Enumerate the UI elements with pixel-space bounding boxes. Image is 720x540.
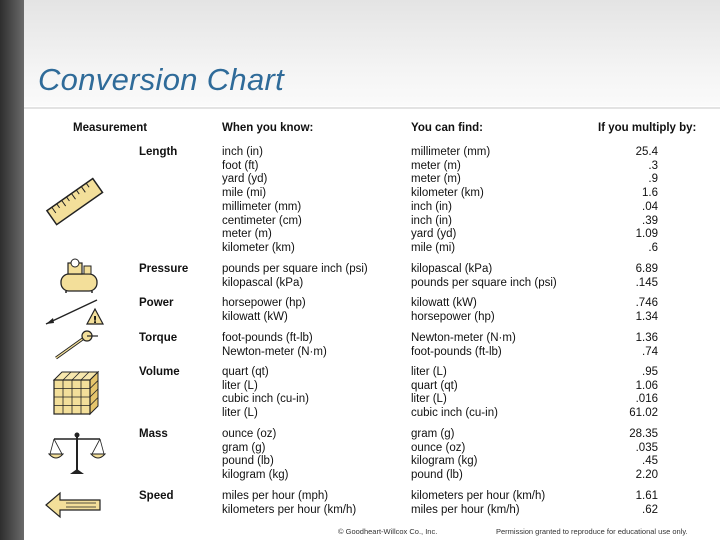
title-divider (24, 107, 720, 109)
when-you-know-cell: kilowatt (kW) (222, 310, 288, 323)
you-can-find-cell: meter (m) (411, 159, 461, 172)
factor-cell: .95 (642, 366, 658, 378)
you-can-find-cell: inch (in) (411, 200, 452, 213)
ruler-icon (44, 176, 106, 228)
you-can-find-cell: kilopascal (kPa) (411, 263, 493, 275)
power-warning-icon (42, 296, 104, 328)
factor-cell: .3 (648, 159, 658, 172)
when-you-know-cell: meter (m) (222, 228, 272, 241)
factor-cell: 1.36 (635, 332, 658, 344)
you-can-find-cell: kilowatt (kW) (411, 297, 477, 309)
left-edge-bar (0, 0, 24, 540)
factor-cell: .145 (635, 276, 658, 289)
you-can-find-cell: kilogram (kg) (411, 455, 478, 468)
air-compressor-icon (58, 258, 100, 294)
you-can-find-cell: cubic inch (cu-in) (411, 407, 498, 420)
when-you-know-cell: miles per hour (mph) (222, 490, 329, 502)
you-can-find-cell: pounds per square inch (psi) (411, 276, 557, 289)
you-can-find-cell: ounce (oz) (411, 441, 466, 454)
when-you-know-cell: kilopascal (kPa) (222, 276, 304, 289)
factor-cell: 61.02 (629, 407, 658, 420)
svg-text:!: ! (92, 315, 98, 326)
header-when-you-know: When you know: (222, 122, 314, 134)
when-you-know-cell: inch (in) (222, 146, 263, 158)
when-you-know-cell: yard (yd) (222, 173, 268, 186)
factor-cell: 1.09 (635, 228, 658, 241)
factor-cell: .74 (642, 345, 658, 358)
factor-cell: .035 (635, 441, 658, 454)
when-you-know-cell: millimeter (mm) (222, 200, 302, 213)
factor-cell: .9 (648, 173, 658, 186)
you-can-find-cell: quart (qt) (411, 379, 458, 392)
balance-scale-icon (48, 430, 106, 476)
category-label: Length (139, 146, 178, 158)
when-you-know-cell: pounds per square inch (psi) (222, 263, 368, 275)
when-you-know-cell: foot (ft) (222, 159, 259, 172)
factor-cell: .016 (635, 393, 658, 406)
when-you-know-cell: centimeter (cm) (222, 214, 302, 227)
you-can-find-cell: liter (L) (411, 366, 447, 378)
when-you-know-cell: cubic inch (cu-in) (222, 393, 309, 406)
when-you-know-cell: kilometers per hour (km/h) (222, 503, 357, 516)
you-can-find-cell: millimeter (mm) (411, 146, 491, 158)
when-you-know-cell: liter (L) (222, 379, 258, 392)
speed-arrow-icon (44, 490, 102, 520)
factor-cell: .6 (648, 241, 658, 254)
you-can-find-cell: Newton-meter (N·m) (411, 332, 516, 344)
when-you-know-cell: gram (g) (222, 441, 266, 454)
when-you-know-cell: ounce (oz) (222, 428, 277, 440)
category-label: Mass (139, 428, 168, 440)
when-you-know-cell: kilometer (km) (222, 241, 295, 254)
page-title: Conversion Chart (38, 62, 285, 97)
you-can-find-cell: miles per hour (km/h) (411, 503, 520, 516)
you-can-find-cell: pound (lb) (411, 469, 463, 482)
footer-permission: Permission granted to reproduce for educational use only. (496, 527, 688, 536)
when-you-know-cell: foot-pounds (ft-lb) (222, 332, 313, 344)
you-can-find-cell: yard (yd) (411, 228, 457, 241)
you-can-find-cell: liter (L) (411, 393, 447, 406)
cube-grid-icon (52, 370, 100, 416)
factor-cell: 1.61 (635, 490, 658, 502)
you-can-find-cell: kilometers per hour (km/h) (411, 490, 546, 502)
factor-cell: 2.20 (635, 469, 658, 482)
you-can-find-cell: meter (m) (411, 173, 461, 186)
factor-cell: 1.6 (642, 187, 658, 200)
category-label: Pressure (139, 263, 189, 275)
factor-cell: 6.89 (635, 263, 658, 275)
header-multiply-by: If you multiply by: (598, 122, 697, 134)
when-you-know-cell: kilogram (kg) (222, 469, 289, 482)
category-label: Torque (139, 332, 178, 344)
you-can-find-cell: horsepower (hp) (411, 310, 495, 323)
factor-cell: .04 (642, 200, 658, 213)
when-you-know-cell: horsepower (hp) (222, 297, 306, 309)
factor-cell: 1.34 (635, 310, 658, 323)
you-can-find-cell: gram (g) (411, 428, 455, 440)
header-measurement: Measurement (73, 122, 148, 134)
you-can-find-cell: foot-pounds (ft-lb) (411, 345, 502, 358)
you-can-find-cell: inch (in) (411, 214, 452, 227)
header-you-can-find: You can find: (411, 122, 483, 134)
category-label: Speed (139, 490, 174, 502)
factor-cell: 28.35 (629, 428, 658, 440)
category-label: Power (139, 297, 174, 309)
factor-cell: 25.4 (635, 146, 658, 158)
when-you-know-cell: liter (L) (222, 407, 258, 420)
factor-cell: .746 (635, 297, 658, 309)
when-you-know-cell: pound (lb) (222, 455, 274, 468)
when-you-know-cell: quart (qt) (222, 366, 269, 378)
factor-cell: .45 (642, 455, 658, 468)
torque-wrench-icon (50, 330, 102, 362)
footer-copyright: © Goodheart-Willcox Co., Inc. (338, 527, 438, 536)
you-can-find-cell: kilometer (km) (411, 187, 484, 200)
factor-cell: 1.06 (635, 379, 658, 392)
factor-cell: .62 (642, 503, 658, 516)
you-can-find-cell: mile (mi) (411, 241, 456, 254)
category-label: Volume (139, 366, 180, 378)
when-you-know-cell: mile (mi) (222, 187, 267, 200)
factor-cell: .39 (642, 214, 658, 227)
when-you-know-cell: Newton-meter (N·m) (222, 345, 327, 358)
